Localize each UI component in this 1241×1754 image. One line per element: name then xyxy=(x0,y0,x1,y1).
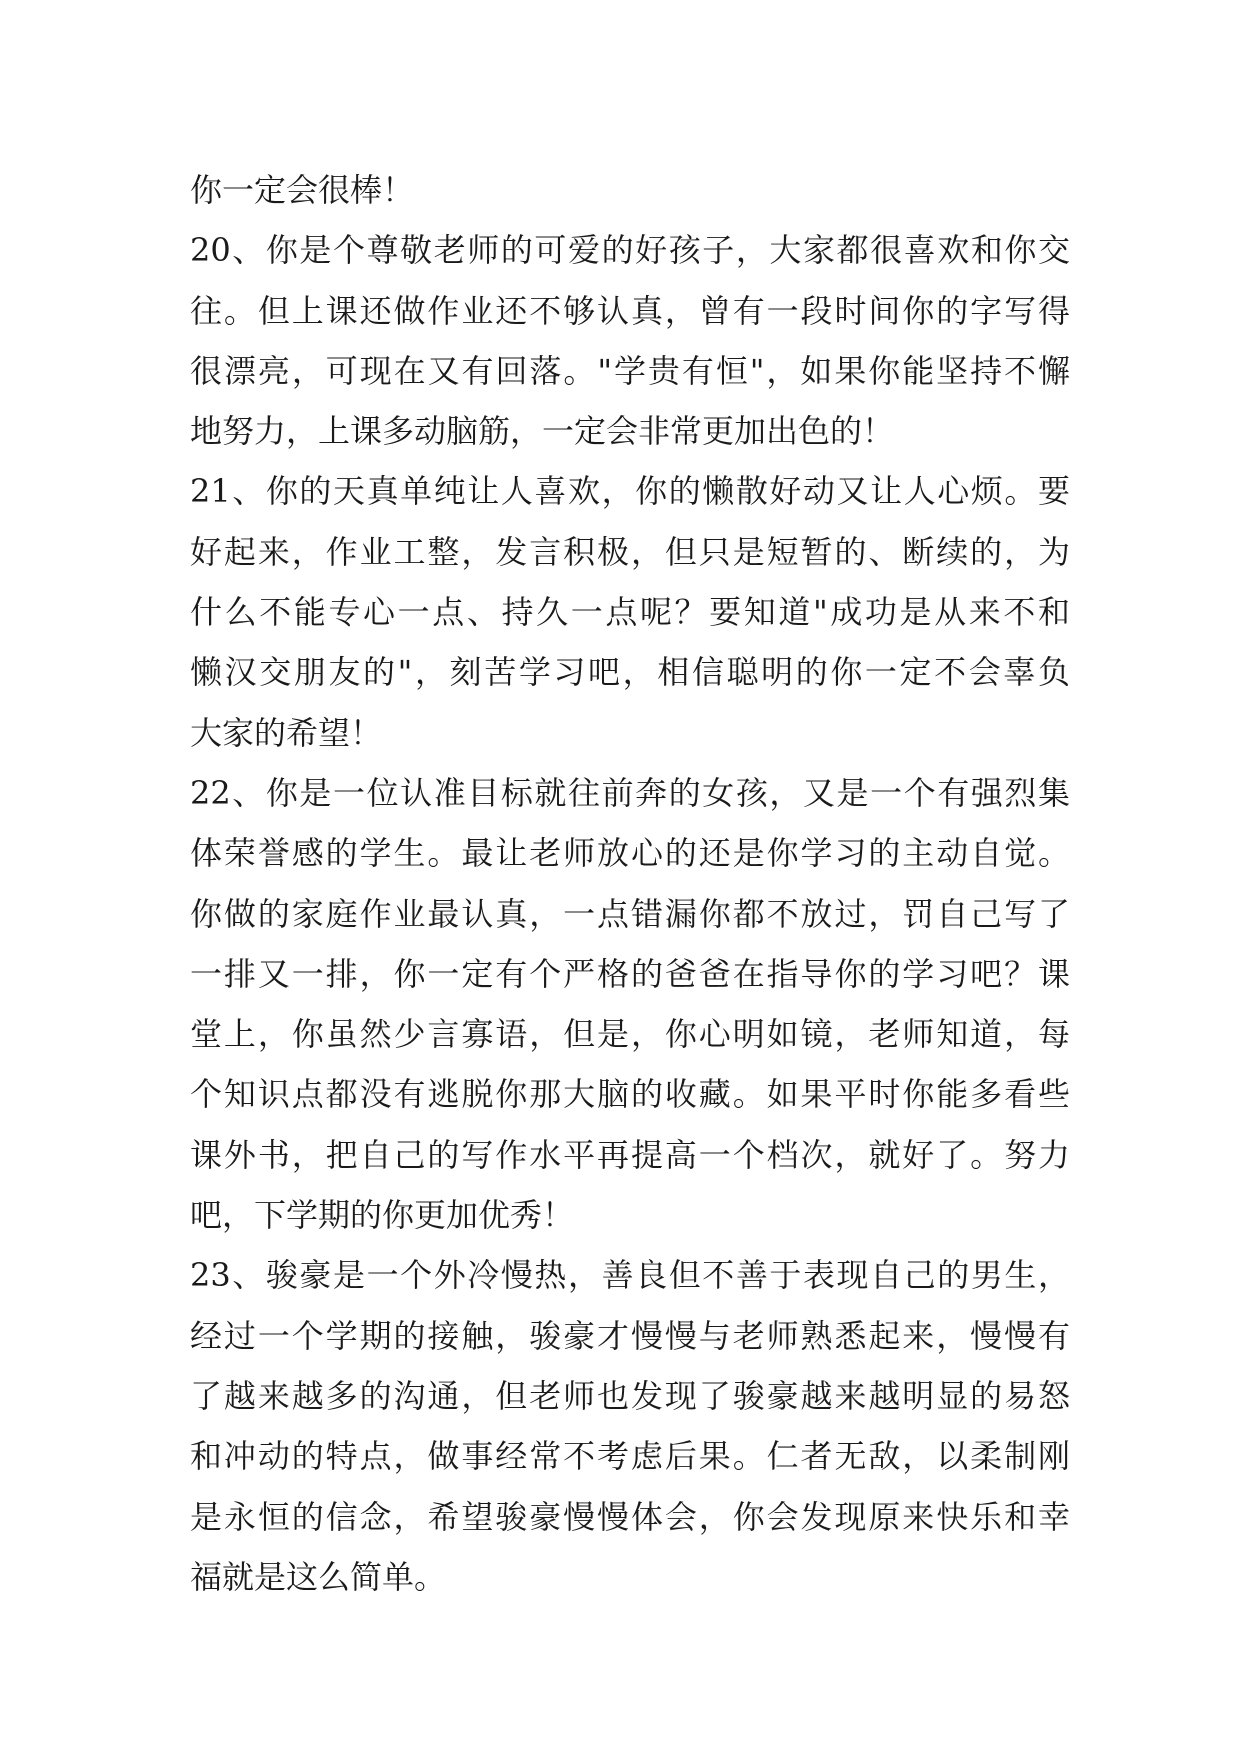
text-line: 经过一个学期的接触，骏豪才慢慢与老师熟悉起来，慢慢有 xyxy=(190,1316,1070,1355)
text-line: 和冲动的特点，做事经常不考虑后果。仁者无敌，以柔制刚 xyxy=(190,1437,1070,1476)
text-line: 大家的希望！ xyxy=(190,713,383,752)
text-line: 是永恒的信念，希望骏豪慢慢体会，你会发现原来快乐和幸 xyxy=(190,1497,1070,1536)
text-line: 21、你的天真单纯让人喜欢，你的懒散好动又让人心烦。要 xyxy=(190,472,1070,511)
text-line: 体荣誉感的学生。最让老师放心的还是你学习的主动自觉。 xyxy=(190,834,1070,873)
text-line: 往。但上课还做作业还不够认真，曾有一段时间你的字写得 xyxy=(190,291,1070,330)
text-line: 23、骏豪是一个外冷慢热，善良但不善于表现自己的男生， xyxy=(190,1256,1070,1295)
text-line: 了越来越多的沟通，但老师也发现了骏豪越来越明显的易怒 xyxy=(190,1376,1070,1415)
text-line: 堂上，你虽然少言寡语，但是，你心明如镜，老师知道，每 xyxy=(190,1015,1070,1054)
text-line: 地努力，上课多动脑筋，一定会非常更加出色的！ xyxy=(190,412,895,451)
text-line: 你做的家庭作业最认真，一点错漏你都不放过，罚自己写了 xyxy=(190,894,1070,933)
text-line: 课外书，把自己的写作水平再提高一个档次，就好了。努力 xyxy=(190,1135,1070,1174)
text-line: 你一定会很棒！ xyxy=(190,171,415,209)
text-line: 很漂亮，可现在又有回落。"学贵有恒"，如果你能坚持不懈 xyxy=(190,351,1070,390)
text-line: 懒汉交朋友的"，刻苦学习吧，相信聪明的你一定不会辜负 xyxy=(190,653,1070,692)
text-line: 一排又一排，你一定有个严格的爸爸在指导你的学习吧？课 xyxy=(190,954,1070,993)
text-line: 个知识点都没有逃脱你那大脑的收藏。如果平时你能多看些 xyxy=(190,1075,1070,1114)
text-line: 20、你是个尊敬老师的可爱的好孩子，大家都很喜欢和你交 xyxy=(190,231,1070,270)
text-line: 吧，下学期的你更加优秀！ xyxy=(190,1196,575,1235)
text-line: 福就是这么简单。 xyxy=(190,1557,447,1596)
text-line: 好起来，作业工整，发言积极，但只是短暂的、断续的，为 xyxy=(190,532,1070,571)
text-line: 22、你是一位认准目标就往前奔的女孩，又是一个有强烈集 xyxy=(190,773,1070,812)
document-body xyxy=(190,160,1070,1607)
text-line: 什么不能专心一点、持久一点呢？要知道"成功是从来不和 xyxy=(190,593,1070,632)
